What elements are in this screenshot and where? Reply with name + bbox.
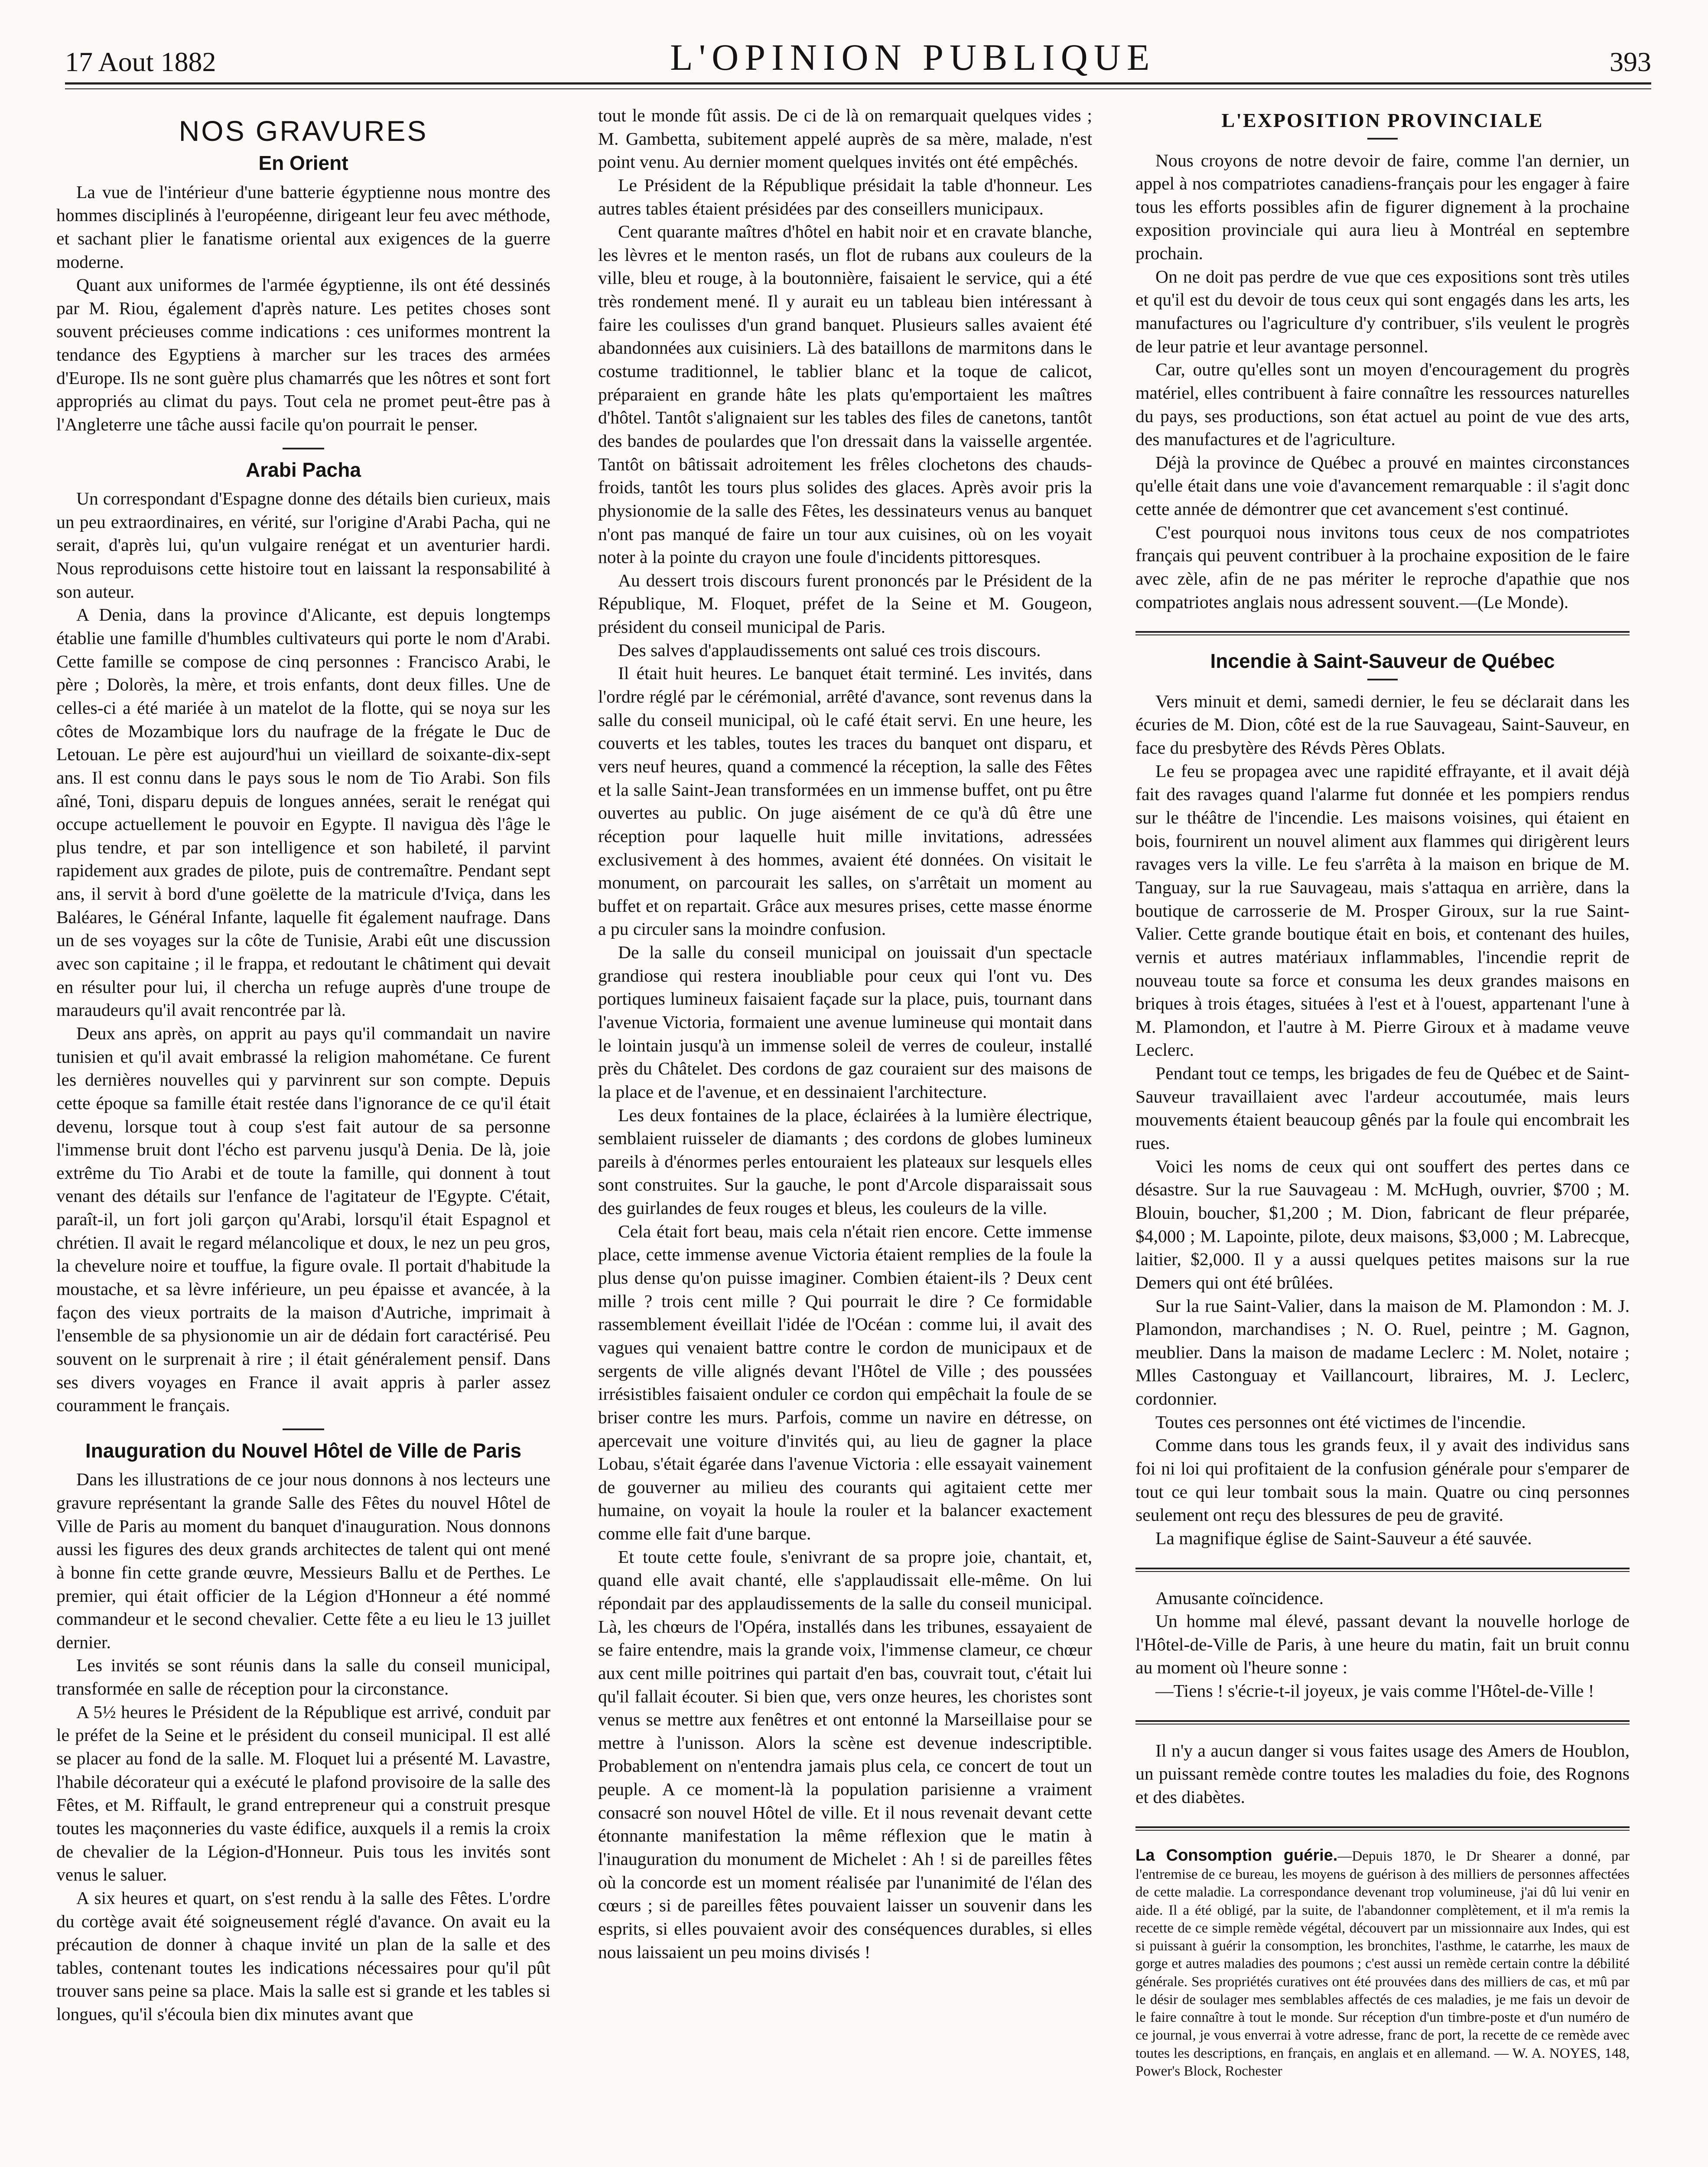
article-title-incendie: Incendie à Saint-Sauveur de Québec <box>1210 650 1555 673</box>
paragraph: On ne doit pas perdre de vue que ces expositions sont très utiles et qu'il est du devoir de tous ceux qui sont engagés dans les arts, les manufactures ou l'agriculture d'y contribuer, s'ils veulent le progrès de leur patrie et leur avantage personnel. <box>1135 266 1630 356</box>
paragraph: Nous croyons de notre devoir de faire, comme l'an dernier, un appel à nos compatriotes canadiens-français pour les engager à faire tous les efforts possibles afin de figurer dignement à la prochaine exposition provinciale qui aura lieu à Montréal en septembre prochain. <box>1135 150 1630 264</box>
paragraph: tout le monde fût assis. De ci de là on remarquait quelques vides ; M. Gambetta, subitement appelé auprès de sa mère, malade, n'est point venu. Au dernier moment quelques invités ont été empêchés. <box>598 105 1092 172</box>
double-rule <box>1135 1720 1630 1724</box>
paragraph: Un correspondant d'Espagne donne des détails bien curieux, mais un peu extraordinaires, en vérité, sur l'origine d'Arabi Pacha, qui ne serait, d'après lui, qu'un vulgaire renégat et un aventurier hardi. Nous reproduisons cette histoire tout en laissant la responsabilité à son auteur. <box>56 488 550 602</box>
paragraph: Au dessert trois discours furent prononcés par le Président de la République, M. Floquet, préfet de la Seine et M. Gougeon, président du conseil municipal de Paris. <box>598 570 1092 637</box>
paragraph: Comme dans tous les grands feux, il y avait des individus sans foi ni loi qui profitaient de la confusion générale pour s'emparer de tout ce qui leur tombait sous la main. Quatre ou cinq personnes seulement ont reçu des blessures de peu de gravité. <box>1135 1435 1630 1525</box>
paragraph: Cent quarante maîtres d'hôtel en habit noir et en cravate blanche, les lèvres et le menton rasés, un flot de rubans aux couleurs de la ville, bleu et rouge, à la boutonnière, faisaient le service, qui a été très rondement mené. Il y aurait eu un tableau bien intéressant à faire les coulisses d'un grand banquet. Plusieurs salles avaient été abandonnées aux cuisiniers. Là des bataillons de marmitons dans le costume traditionnel, le tablier blanc et la toque de calicot, préparaient en grande hâte les plats qu'emportaient les maîtres d'hôtel. Tantôt s'alignaient sur les tables des files de canetons, tantôt des bandes de poulardes que l'on dressait dans la vaisselle argentée. Tantôt on bâtissait adroitement les frêles clochetons des chauds-froids, tantôt les tours plus solides des glaces. Après avoir pris la physionomie de la salle des Fêtes, les dessinateurs venus au banquet n'ont pas manqué de faire un tour aux cuisines, où on les voyait noter à la pointe du crayon une foule d'incidents pittoresques. <box>598 221 1092 567</box>
paragraph: —Tiens ! s'écrie-t-il joyeux, je vais comme l'Hôtel-de-Ville ! <box>1155 1681 1594 1701</box>
paragraph: Amusante coïncidence. <box>1155 1588 1324 1608</box>
paragraph: La vue de l'intérieur d'une batterie égyptienne nous montre des hommes disciplinés à l'européenne, dirigeant leur feu avec méthode, et sachant plier le fanatisme oriental aux exigences de la guerre moderne. <box>56 182 550 272</box>
paragraph: Sur la rue Saint-Valier, dans la maison de M. Plamondon : M. J. Plamondon, marchandises ; N. O. Ruel, peintre ; M. Gagnon, meublier. Dans la maison de madame Leclerc : M. Nolet, notaire ; Mlles Castonguay et Vaillancourt, libraires, M. J. Leclerc, cordonnier. <box>1135 1295 1630 1409</box>
separator <box>1367 138 1398 140</box>
paragraph: Dans les illustrations de ce jour nous donnons à nos lecteurs une gravure représentant la grande Salle des Fêtes du nouvel Hôtel de Ville de Paris au moment du banquet d'inauguration. Nous donnons aussi les figures des deux grands architectes de talent qui ont mené à bonne fin cette grande œuvre, Messieurs Ballu et de Perthes. Le premier, qui était officier de la Légion d'Honneur a été nommé commandeur et le second chevalier. Cette fête a eu lieu le 13 juillet dernier. <box>56 1469 550 1652</box>
paragraph: Deux ans après, on apprit au pays qu'il commandait un navire tunisien et qu'il avait embrassé la religion mahométane. Ce furent les dernières nouvelles qui y parvinrent sur son compte. Depuis cette époque sa famille était restée dans l'ignorance de ce qu'il était devenu, lorsque tout à coup s'est fait autour de sa personne l'immense bruit dont l'écho est parvenu jusqu'à Denia. De là, joie extrême du Tio Arabi et de toute la famille, qui donnent à tout venant des détails sur l'enfance de l'agitateur de l'Egypte. C'était, paraît-il, un fort joli garçon qu'Arabi, lorsqu'il était Espagnol et chrétien. Il avait le regard mélancolique et doux, le nez un peu gros, la chevelure noire et touffue, la figure ovale. Il portait d'habitude la moustache, et sa lèvre inférieure, un peu épaisse et avancée, à la façon des vieux portraits de la maison d'Autriche, imprimait à l'ensemble de sa physionomie un air de dédain fort caractérisé. Peu souvent on le surprenait à rire ; il était généralement pensif. Dans ses divers voyages en France il avait appris à parler assez couramment le français. <box>56 1023 550 1415</box>
paragraph: Les invités se sont réunis dans la salle du conseil municipal, transformée en salle de réception pour la circonstance. <box>56 1655 550 1699</box>
paragraph: A Denia, dans la province d'Alicante, est depuis longtemps établie une famille d'humbles cultivateurs qui porte le nom d'Arabi. Cette famille se compose de cinq personnes : Francisco Arabi, le père ; Dolorès, la mère, et trois enfants, dont deux filles. Une de celles-ci a été mariée à un matelot de la flotte, qui se noya sur les côtes de Mozambique lors du naufrage de la frégate le Duc de Letouan. Le père est aujourd'hui un vieillard de soixante-dix-sept ans. Il est connu dans le pays sous le nom de Tio Arabi. Son fils aîné, Toni, disparu depuis de longues années, serait le renégat qui occupe actuellement le pouvoir en Egypte. Il navigua dès l'âge le plus tendre, et par son intelligence et son habileté, il parvint rapidement aux grades de pilote, puis de contremaître. Pendant sept ans, il servit à bord d'une goëlette de la matricule d'Iviça, dans les Baléares, le Général Infante, laquelle fit également naufrage. Dans un de ses voyages sur la côte de Tunisie, Arabi eût une discussion avec son capitaine ; il le frappa, et redoutant le châtiment qui devait en résulter pour lui, il chercha un refuge auprès d'une troupe de maraudeurs qu'il avait rencontrée par là. <box>56 605 550 1020</box>
paragraph: De la salle du conseil municipal on jouissait d'un spectacle grandiose qui restera inoubliable pour ceux qui l'ont vu. Des portiques lumineux faisaient façade sur la place, puis, tournant dans l'avenue Victoria, formaient une avenue lumineuse qui montait dans le lointain jusqu'à un immense soleil de verres de couleur, installé près du Châtelet. Des cordons de gaz couraient sur des maisons de la place et de l'avenue, et en dessinaient l'architecture. <box>598 942 1092 1102</box>
masthead-rule-thin <box>65 88 1651 89</box>
column-2 <box>598 104 1092 2167</box>
double-rule <box>1135 631 1630 635</box>
paragraph: Déjà la province de Québec a prouvé en maintes circonstances qu'elle était dans une voie d'avancement remarquable : il s'agit donc cette année de démontrer que cet avancement s'est continué. <box>1135 452 1630 519</box>
paragraph: A 5½ heures le Président de la République est arrivé, conduit par le préfet de la Seine et le président du conseil municipal. Il est allé se placer au fond de la salle. M. Floquet lui a présenté M. Lavastre, l'habile décorateur qui a exécuté le plafond provisoire de la salle des Fêtes, et M. Riffault, le grand entrepreneur qui a construit presque toutes les maçonneries du vaste édifice, auxquels il a remis la croix de chevalier de la Légion-d'Honneur. Puis tous les invités sont venus le saluer. <box>56 1702 550 1885</box>
paragraph: Un homme mal élevé, passant devant la nouvelle horloge de l'Hôtel-de-Ville de Paris, à une heure du matin, fait un bruit connu au moment où l'heure sonne : <box>1135 1611 1630 1678</box>
masthead <box>65 24 1651 76</box>
paragraph: Il n'y a aucun danger si vous faites usage des Amers de Houblon, un puissant remède contre toutes les maladies du foie, des Rognons et des diabètes. <box>1135 1740 1630 1807</box>
ad-headline: La Consomption guérie. <box>1135 1846 1338 1864</box>
paragraph: Voici les noms de ceux qui ont souffert des pertes dans ce désastre. Sur la rue Sauvageau : M. McHugh, ouvrier, $700 ; M. Blouin, boucher, $1,200 ; M. Dion, fabricant de fleur préparée, $4,000 ; M. Lapointe, pilote, deux maisons, $3,000 ; M. Labrecque, laitier, $2,000. Il y a aussi quelques petites maisons sur la rue Demers qui ont été brûlées. <box>1135 1156 1630 1292</box>
column-3 <box>1135 104 1630 2167</box>
paragraph: A six heures et quart, on s'est rendu à la salle des Fêtes. L'ordre du cortège avait été soigneusement réglé d'avance. On avait eu la précaution de donner à chaque invité un plan de la salle et des tables, contenant toutes les indications nécessaires pour qu'il pût trouver sans peine sa place. Mais la salle est si grande et les tables si longues, qu'il s'écoula bien dix minutes avant que <box>56 1887 550 2024</box>
paragraph: Le Président de la République présidait la table d'honneur. Les autres tables étaient présidées par des conseillers municipaux. <box>598 175 1092 218</box>
section-title-nos-gravures: NOS GRAVURES <box>179 115 428 147</box>
paragraph: Toutes ces personnes ont été victimes de l'incendie. <box>1155 1412 1526 1432</box>
article-title-orient: En Orient <box>258 152 348 175</box>
paragraph: Des salves d'applaudissements ont salué ces trois discours. <box>618 640 1041 660</box>
paragraph: Le feu se propagea avec une rapidité effrayante, et il avait déjà fait des ravages quand l'alarme fut donnée et les pompiers rendus sur le théâtre de l'incendie. Les maisons voisines, qui étaient en bois, fournirent un nouvel aliment aux flammes qui dirigèrent leurs ravages vers la ville. Le feu s'arrêta à la maison en brique de M. Tanguay, sur la rue Sauvageau, mais s'attaqua en arrière, dans la boutique de carrosserie de M. Prosper Giroux, sur la rue Saint-Valier. Cette grande boutique était en bois, et contenant des huiles, vernis et autres matériaux inflammables, l'incendie reprit de nouveau toute sa force et consuma les deux grandes maisons en briques à trois étages, situées à l'est et à l'ouest, appartenant l'une à M. Plamondon, et l'autre à M. Pierre Giroux et à madame veuve Leclerc. <box>1135 761 1630 1060</box>
article-title-arabi-pacha: Arabi Pacha <box>246 458 361 481</box>
paragraph: Vers minuit et demi, samedi dernier, le feu se déclarait dans les écuries de M. Dion, côté est de la rue Sauvageau, Saint-Sauveur, en face du presbytère des Révds Pères Oblats. <box>1135 691 1630 758</box>
double-rule <box>1135 1826 1630 1831</box>
masthead-rule-thick <box>65 82 1651 85</box>
paragraph: Pendant tout ce temps, les brigades de feu de Québec et de Saint-Sauveur travaillaient avec l'ardeur accoutumée, mais leurs mouvements étaient beaucoup gênés par la foule qui encombrait les rues. <box>1135 1063 1630 1153</box>
column-1 <box>56 104 550 2167</box>
separator <box>283 448 324 449</box>
paragraph: Les deux fontaines de la place, éclairées à la lumière électrique, semblaient ruisseler de diamants ; des cordons de globes lumineux pareils à d'énormes perles entouraient les plateaux sur lesquels elles sont construites. Sur la gauche, le pont d'Arcole disparaissait sous des guirlandes de feux rouges et bleus, les couleurs de la ville. <box>598 1105 1092 1218</box>
article-title-hotel-de-ville: Inauguration du Nouvel Hôtel de Ville de Paris <box>85 1439 522 1462</box>
paragraph: Quant aux uniformes de l'armée égyptienne, ils ont été dessinés par M. Riou, également d'après nature. Les petites choses sont souvent précieuses comme indications : ces uniformes montrent la tendance des Egyptiens à marcher sur les traces des armées d'Europe. Ils ne sont guère plus chamarrés que les nôtres et sont fort appropriés au climat du pays. Tout cela ne promet peut-être pas à l'Angleterre une tâche aussi facile qu'on pourrait le penser. <box>56 275 550 435</box>
paragraph: La magnifique église de Saint-Sauveur a été sauvée. <box>1155 1528 1532 1548</box>
page-number: 393 <box>1610 46 1651 77</box>
separator <box>283 1428 324 1430</box>
paragraph: Cela était fort beau, mais cela n'était rien encore. Cette immense place, cette immense avenue Victoria étaient remplies de la foule la plus dense qu'on puisse imaginer. Combien étaient-ils ? Deux cent mille ? trois cent mille ? Qui pourrait le dire ? Ce formidable rassemblement éveillait l'idée de l'Océan : comme lui, il avait des vagues qui venaient battre contre le cordon de municipaux et de sergents de ville alignés devant l'Hôtel de Ville ; des poussées irrésistibles faisaient onduler ce cordon qui empêchait la foule de se briser contre les murs. Parfois, comme un navire en détresse, on apercevait une voiture d'invités qui, au lieu de gagner la place Lobau, s'était égarée dans l'avenue Victoria : elle essayait vainement de gouverner au milieu des courants qui agitaient cette mer humaine, on voyait la houle la rouler et la balancer exactement comme elle fait d'une barque. <box>598 1221 1092 1544</box>
paragraph: Il était huit heures. Le banquet était terminé. Les invités, dans l'ordre réglé par le cérémonial, arrêté d'avance, sont revenus dans la salle du conseil municipal, où le café était servi. En une heure, les couverts et les tables, toutes les traces du banquet ont disparu, et vers neuf heures, quand a commencé la réception, la salle des Fêtes et la salle Saint-Jean transformées en un immense buffet, ont pu être ouvertes au public. On juge aisément de ce qu'à dû être une réception pour laquelle huit mille invitations, adressées exclusivement à des hommes, avaient été données. On visitait le monument, on parcourait les salles, on s'arrêtait un moment au buffet et on repartait. Grâce aux mesures prises, cette masse énorme a pu circuler sans la moindre confusion. <box>598 663 1092 939</box>
newspaper-title: L'OPINION PUBLIQUE <box>670 36 1156 78</box>
paragraph: Et toute cette foule, s'enivrant de sa propre joie, chantait, et, quand elle avait chanté, elle s'applaudissait elle-même. On lui répondait par des applaudissements de la salle du conseil municipal. Là, les chœurs de l'Opéra, installés dans les tribunes, essayaient de se faire entendre, mais la grande voix, l'immense clameur, ce chœur aux cent mille poitrines qui partait d'en bas, couvrait tout, c'était lui qu'il fallait écouter. Si bien que, vers onze heures, les choristes sont venus se mettre aux fenêtres et ont entonné la Marseillaise pour se mettre à l'unisson. Alors la scène est devenue indescriptible. Probablement on n'entendra jamais plus cela, ce concert de tout un peuple. A ce moment-là la population parisienne a vraiment consacré son nouvel Hôtel de ville. Et il nous revenait devant cette étonnante manifestation la même réflexion que le matin à l'inauguration du monument de Michelet : Ah ! si de pareilles fêtes où la concorde est un moment réalisée par l'unanimité de l'élan des cœurs ; si de pareilles fêtes pouvaient laisser un souvenir dans les esprits, si elles pouvaient avoir des conséquences durables, si elles nous laissaient un peu moins divisés ! <box>598 1546 1092 1962</box>
separator <box>1367 679 1398 680</box>
paragraph: Car, outre qu'elles sont un moyen d'encouragement du progrès matériel, elles contribuent à faire connaître les ressources naturelles du pays, ses productions, son état actuel au point de vue des arts, des manufactures et de l'agriculture. <box>1135 359 1630 449</box>
double-rule <box>1135 1568 1630 1572</box>
ad-body: —Depuis 1870, le Dr Shearer a donné, par l'entremise de ce bureau, les moyens de guérison à des milliers de personnes affectées de cette maladie. La correspondance devenant trop volumineuse, j'ai dû lui venir en aide. Il a été obligé, par la suite, de l'abandonner complètement, et il m'a remis la recette de ce simple remède végétal, découvert par un missionnaire aux Indes, qui est si puissant à guérir la consomption, les bronchites, l'asthme, le catarrhe, les maux de gorge et autres maladies des poumons ; c'est aussi un remède certain contre la débilité générale. Ses propriétés curatives ont été prouvées dans des milliers de cas, et mû par le désir de soulager mes semblables affectés de ces maladies, je me fais un devoir de le faire connaître à tout le monde. Sur réception d'un timbre-poste et d'un numéro de ce journal, je vous enverrai à votre adresse, franc de port, la recette de ce remède avec toutes les descriptions, en français, en anglais et en allemand. — W. A. NOYES, 148, Power's Block, Rochester <box>1135 1848 1630 2079</box>
article-title-exposition: L'EXPOSITION PROVINCIALE <box>1221 109 1544 131</box>
paragraph: C'est pourquoi nous invitons tous ceux de nos compatriotes français qui peuvent contribuer à la prochaine exposition de le faire avec zèle, afin de ne pas mériter le reproche d'apathie que nos compatriotes anglais nous adressent souvent.—(Le Monde). <box>1135 522 1630 612</box>
advertisement-consomption <box>1135 1845 1630 2081</box>
issue-date: 17 Aout 1882 <box>65 46 216 77</box>
